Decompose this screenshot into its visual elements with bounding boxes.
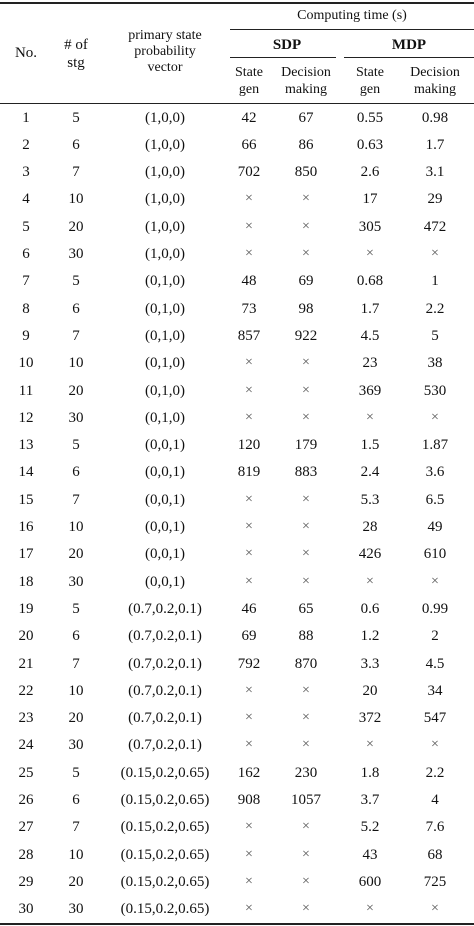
cell-stages: 20: [68, 710, 84, 727]
header-no: No.: [14, 45, 38, 61]
cell-sdp-decision-making: 67: [298, 109, 314, 126]
cell-sdp-state-gen: 46: [241, 600, 257, 617]
cell-mdp-state-gen: 3.7: [360, 792, 380, 808]
cell-vector: (0,1,0): [145, 409, 185, 426]
header-computing-time: Computing time (s): [297, 8, 407, 23]
cell-mdp-state-gen: 23: [362, 355, 378, 372]
cell-sdp-state-gen: ×: [245, 546, 253, 562]
cell-mdp-state-gen: 3.3: [360, 655, 380, 672]
cell-sdp-state-gen: ×: [245, 819, 253, 835]
cell-sdp-decision-making: ×: [302, 682, 310, 698]
cell-mdp-decision-making: 1.87: [421, 437, 449, 454]
cell-vector: (1,0,0): [145, 109, 185, 126]
cell-mdp-state-gen: 426: [358, 546, 382, 563]
cell-stages: 5: [72, 273, 80, 290]
cell-mdp-state-gen: 305: [358, 218, 382, 235]
cell-stages: 6: [72, 300, 80, 317]
cell-sdp-decision-making: ×: [302, 246, 310, 261]
cell-sdp-state-gen: ×: [245, 409, 253, 425]
cell-no: 25: [18, 764, 34, 781]
cell-sdp-state-gen: ×: [245, 491, 253, 507]
cell-no: 20: [18, 628, 34, 645]
cell-stages: 30: [68, 246, 84, 262]
cell-mdp-decision-making: 610: [423, 546, 447, 563]
cell-sdp-decision-making: 179: [294, 437, 318, 454]
cell-mdp-state-gen: 20: [362, 682, 378, 699]
cell-vector: (0.7,0.2,0.1): [128, 600, 202, 617]
cell-vector: (1,0,0): [145, 191, 185, 208]
cell-vector: (0,0,1): [145, 519, 185, 535]
cell-no: 15: [18, 491, 34, 508]
cell-mdp-state-gen: 28: [362, 519, 378, 535]
cell-sdp-state-gen: ×: [245, 218, 253, 234]
cell-stages: 7: [72, 491, 80, 508]
cell-stages: 20: [68, 546, 84, 563]
cell-stages: 5: [72, 109, 80, 126]
cell-sdp-state-gen: ×: [245, 682, 253, 698]
cell-stages: 7: [72, 655, 80, 672]
cell-vector: (0,1,0): [145, 382, 185, 399]
cell-no: 18: [18, 573, 34, 590]
cell-sdp-decision-making: 1057: [291, 792, 321, 808]
cell-no: 5: [22, 218, 30, 235]
cell-sdp-state-gen: 120: [237, 437, 261, 454]
cell-sdp-state-gen: ×: [245, 355, 253, 371]
cell-mdp-decision-making: 472: [423, 218, 447, 235]
cell-mdp-decision-making: 2.2: [425, 300, 445, 317]
cell-vector: (0,1,0): [145, 300, 185, 317]
header-stg-line2: stg: [67, 55, 85, 71]
header-mdp-decision-line2: making: [414, 82, 456, 97]
cell-mdp-state-gen: 0.63: [356, 136, 384, 153]
cell-sdp-state-gen: 73: [241, 300, 257, 317]
cell-mdp-state-gen: 0.55: [356, 109, 384, 126]
cell-vector: (0,0,1): [145, 573, 185, 590]
cell-no: 30: [18, 901, 34, 918]
cell-mdp-state-gen: 43: [362, 846, 378, 863]
cell-stages: 6: [72, 464, 80, 481]
cell-mdp-decision-making: 547: [423, 710, 447, 727]
cell-no: 28: [18, 846, 34, 863]
header-stg-line1: # of: [64, 37, 88, 53]
cell-sdp-decision-making: 98: [298, 300, 314, 317]
cell-mdp-decision-making: 38: [427, 355, 443, 372]
cell-sdp-decision-making: 922: [294, 327, 318, 344]
cell-no: 24: [18, 737, 34, 754]
cell-mdp-decision-making: 6.5: [425, 491, 445, 508]
cell-no: 4: [22, 191, 30, 208]
cell-vector: (0.7,0.2,0.1): [128, 655, 202, 672]
cell-mdp-decision-making: 7.6: [425, 819, 445, 836]
cell-sdp-decision-making: 69: [298, 273, 314, 290]
cell-vector: (0.7,0.2,0.1): [128, 710, 202, 727]
header-mdp: MDP: [391, 37, 427, 53]
cell-sdp-decision-making: ×: [302, 846, 310, 862]
cell-sdp-decision-making: ×: [302, 710, 310, 726]
cell-sdp-decision-making: 88: [298, 628, 314, 645]
cell-mdp-decision-making: ×: [431, 901, 439, 917]
cell-stages: 6: [72, 628, 80, 645]
cell-vector: (0,1,0): [145, 355, 185, 372]
cell-sdp-decision-making: ×: [302, 546, 310, 562]
cell-vector: (0,1,0): [145, 327, 185, 344]
cell-sdp-state-gen: 792: [237, 655, 261, 672]
cell-mdp-state-gen: 600: [358, 873, 382, 890]
cell-vector: (0.15,0.2,0.65): [120, 764, 210, 781]
cell-no: 19: [18, 600, 34, 617]
cell-stages: 20: [68, 218, 84, 235]
cell-mdp-decision-making: 3.1: [425, 164, 445, 181]
cell-sdp-state-gen: ×: [245, 873, 253, 889]
cell-no: 17: [18, 546, 34, 563]
cell-no: 27: [18, 819, 34, 836]
cell-stages: 5: [72, 437, 80, 454]
cell-stages: 7: [72, 819, 80, 836]
cell-vector: (1,0,0): [145, 136, 185, 153]
cell-vector: (0.15,0.2,0.65): [120, 846, 210, 863]
cell-mdp-state-gen: 0.6: [360, 600, 380, 617]
cell-sdp-decision-making: ×: [302, 519, 310, 534]
cell-stages: 6: [72, 792, 80, 808]
cell-vector: (0.15,0.2,0.65): [120, 819, 210, 836]
cell-sdp-decision-making: ×: [302, 901, 310, 917]
cell-vector: (0.15,0.2,0.65): [120, 901, 210, 918]
cell-no: 10: [18, 355, 34, 372]
cell-no: 11: [18, 382, 34, 399]
cell-mdp-state-gen: 1.7: [360, 300, 380, 317]
cell-mdp-state-gen: ×: [366, 573, 374, 589]
cell-mdp-decision-making: 4: [431, 792, 439, 808]
header-mdp-state-line2: gen: [359, 82, 381, 97]
cell-no: 6: [22, 246, 30, 262]
cell-mdp-decision-making: 0.98: [421, 109, 449, 126]
cell-mdp-state-gen: 4.5: [360, 327, 380, 344]
cell-mdp-state-gen: 0.68: [356, 273, 384, 290]
cell-sdp-decision-making: 850: [294, 164, 318, 181]
cell-mdp-state-gen: 369: [358, 382, 382, 399]
cell-sdp-decision-making: ×: [302, 873, 310, 889]
cell-mdp-state-gen: ×: [366, 737, 374, 753]
cell-sdp-state-gen: ×: [245, 846, 253, 862]
cell-sdp-state-gen: 69: [241, 628, 257, 645]
cell-sdp-decision-making: 870: [294, 655, 318, 672]
cell-vector: (1,0,0): [145, 218, 185, 235]
cell-no: 29: [18, 873, 34, 890]
cell-stages: 10: [68, 191, 84, 208]
cell-sdp-decision-making: ×: [302, 573, 310, 589]
cell-vector: (1,0,0): [145, 164, 185, 181]
cell-vector: (0,1,0): [145, 273, 185, 290]
cell-mdp-decision-making: 0.99: [421, 600, 449, 617]
cell-no: 1: [22, 109, 30, 126]
cell-no: 26: [18, 792, 34, 808]
cell-stages: 20: [68, 382, 84, 399]
cell-sdp-state-gen: 908: [237, 792, 261, 808]
cell-mdp-state-gen: ×: [366, 901, 374, 917]
cell-stages: 5: [72, 600, 80, 617]
cell-sdp-decision-making: ×: [302, 382, 310, 398]
cell-mdp-state-gen: 2.4: [360, 464, 380, 481]
header-sdp-decision-line1: Decision: [281, 65, 331, 80]
cell-vector: (1,0,0): [145, 246, 185, 262]
cell-stages: 6: [72, 136, 80, 153]
cell-mdp-state-gen: 17: [362, 191, 378, 208]
cell-stages: 30: [68, 409, 84, 426]
cell-sdp-decision-making: ×: [302, 218, 310, 234]
header-vector-line1: primary state: [128, 28, 202, 43]
cell-stages: 7: [72, 327, 80, 344]
header-sdp-decision-line2: making: [285, 82, 327, 97]
cell-mdp-decision-making: ×: [431, 246, 439, 261]
cell-mdp-decision-making: 68: [427, 846, 443, 863]
cell-mdp-decision-making: 1.7: [425, 136, 445, 153]
cell-sdp-state-gen: 48: [241, 273, 257, 290]
cell-mdp-decision-making: ×: [431, 409, 439, 425]
cell-sdp-state-gen: 42: [241, 109, 257, 126]
cell-no: 12: [18, 409, 34, 426]
cell-mdp-state-gen: 372: [358, 710, 382, 727]
cell-mdp-state-gen: 1.2: [360, 628, 380, 645]
cell-vector: (0,0,1): [145, 546, 185, 563]
cell-sdp-decision-making: ×: [302, 491, 310, 507]
cell-no: 2: [22, 136, 30, 153]
cell-sdp-state-gen: ×: [245, 901, 253, 917]
cell-no: 7: [22, 273, 30, 290]
cell-stages: 7: [72, 164, 80, 181]
header-vector-line3: vector: [147, 60, 183, 75]
cell-sdp-state-gen: ×: [245, 519, 253, 534]
cell-mdp-state-gen: 1.8: [360, 764, 380, 781]
cell-stages: 30: [68, 901, 84, 918]
cell-mdp-decision-making: ×: [431, 573, 439, 589]
cell-mdp-decision-making: 5: [431, 327, 439, 344]
cell-sdp-decision-making: ×: [302, 737, 310, 753]
cell-sdp-decision-making: 883: [294, 464, 318, 481]
header-mdp-decision-line1: Decision: [410, 65, 460, 80]
cell-sdp-state-gen: 66: [241, 136, 257, 153]
cell-stages: 10: [68, 355, 84, 372]
header-mdp-state-line1: State: [356, 65, 384, 80]
cell-mdp-decision-making: 2: [431, 628, 439, 645]
cell-no: 21: [18, 655, 34, 672]
cell-mdp-decision-making: 3.6: [425, 464, 445, 481]
cell-vector: (0.15,0.2,0.65): [120, 792, 210, 808]
cell-mdp-decision-making: ×: [431, 737, 439, 753]
cell-stages: 10: [68, 519, 84, 535]
cell-stages: 10: [68, 846, 84, 863]
cell-no: 8: [22, 300, 30, 317]
cell-mdp-decision-making: 34: [427, 682, 443, 699]
cell-stages: 5: [72, 764, 80, 781]
cell-sdp-state-gen: ×: [245, 191, 253, 207]
cell-sdp-state-gen: ×: [245, 737, 253, 753]
cell-mdp-state-gen: ×: [366, 409, 374, 425]
cell-mdp-decision-making: 29: [427, 191, 443, 208]
cell-sdp-decision-making: 86: [298, 136, 314, 153]
header-sdp-state-line1: State: [235, 65, 263, 80]
cell-sdp-decision-making: ×: [302, 819, 310, 835]
cell-mdp-state-gen: 2.6: [360, 164, 380, 181]
header-vector-line2: probability: [134, 44, 196, 59]
cell-sdp-state-gen: 857: [237, 327, 261, 344]
cell-no: 23: [18, 710, 34, 727]
cell-mdp-state-gen: 1.5: [360, 437, 380, 454]
cell-mdp-state-gen: 5.2: [360, 819, 380, 836]
cell-sdp-decision-making: ×: [302, 355, 310, 371]
cell-sdp-state-gen: 162: [237, 764, 261, 781]
cell-vector: (0.15,0.2,0.65): [120, 873, 210, 890]
cell-no: 3: [22, 164, 30, 181]
cell-sdp-state-gen: ×: [245, 710, 253, 726]
cell-no: 9: [22, 327, 30, 344]
cell-sdp-state-gen: 702: [237, 164, 261, 181]
cell-mdp-decision-making: 530: [423, 382, 447, 399]
cell-sdp-decision-making: 65: [298, 600, 314, 617]
cell-sdp-decision-making: ×: [302, 191, 310, 207]
header-sdp-state-line2: gen: [238, 82, 260, 97]
cell-vector: (0,0,1): [145, 437, 185, 454]
cell-no: 16: [18, 519, 34, 535]
cell-vector: (0.7,0.2,0.1): [128, 682, 202, 699]
cell-vector: (0,0,1): [145, 491, 185, 508]
cell-mdp-decision-making: 1: [431, 273, 439, 290]
cell-sdp-decision-making: ×: [302, 409, 310, 425]
cell-mdp-decision-making: 49: [427, 519, 443, 535]
cell-no: 14: [18, 464, 34, 481]
header-sdp: SDP: [272, 37, 302, 53]
cell-no: 13: [18, 437, 34, 454]
cell-vector: (0,0,1): [145, 464, 185, 481]
cell-no: 22: [18, 682, 34, 699]
cell-vector: (0.7,0.2,0.1): [128, 628, 202, 645]
cell-sdp-state-gen: 819: [237, 464, 261, 481]
cell-sdp-state-gen: ×: [245, 246, 253, 261]
cell-mdp-decision-making: 2.2: [425, 764, 445, 781]
cell-mdp-decision-making: 725: [423, 873, 447, 890]
cell-stages: 10: [68, 682, 84, 699]
cell-mdp-decision-making: 4.5: [425, 655, 445, 672]
cell-sdp-decision-making: 230: [294, 764, 318, 781]
table-bottom-rule: [0, 923, 474, 925]
cell-vector: (0.7,0.2,0.1): [128, 737, 202, 754]
cell-sdp-state-gen: ×: [245, 573, 253, 589]
cell-stages: 30: [68, 573, 84, 590]
cell-stages: 20: [68, 873, 84, 890]
cell-stages: 30: [68, 737, 84, 754]
cell-mdp-state-gen: 5.3: [360, 491, 380, 508]
cell-mdp-state-gen: ×: [366, 246, 374, 261]
cell-sdp-state-gen: ×: [245, 382, 253, 398]
